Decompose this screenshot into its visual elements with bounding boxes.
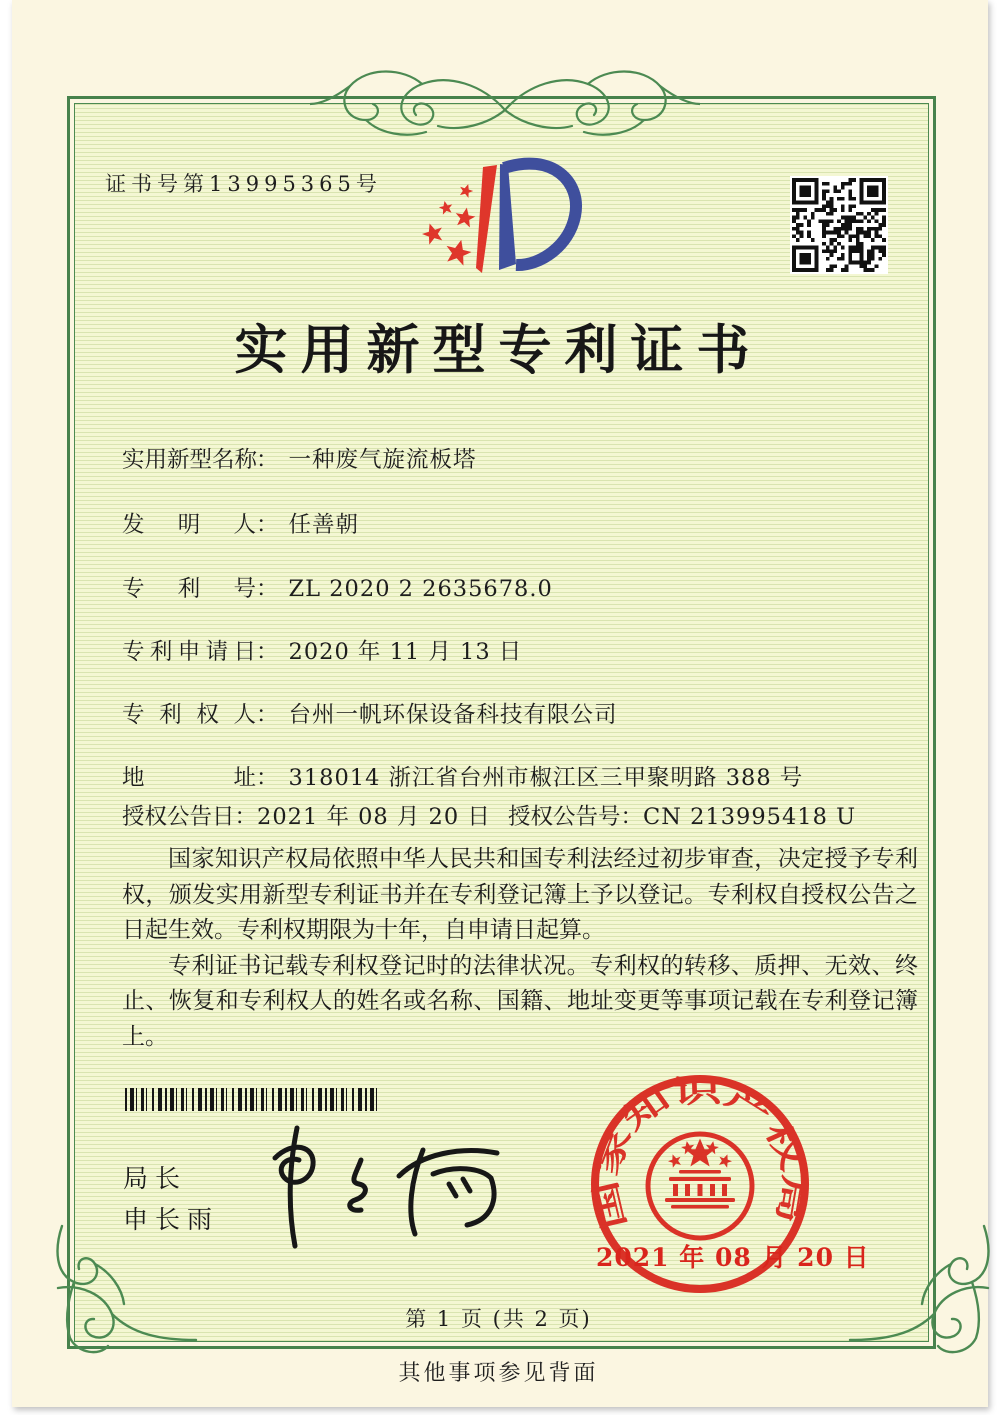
grant-no-label: 授权公告号 <box>508 804 621 830</box>
field-colon: ： <box>620 804 644 830</box>
grant-no-value: CN 213995418 U <box>643 804 857 830</box>
field-label: 发明人 <box>122 512 256 538</box>
legal-paragraph-2: 专利证书记载专利权登记时的法律状况。专利权的转移、质押、无效、终止、恢复和专利权人的姓名或名称、国籍、地址变更等事项记载在专利登记簿上。 <box>122 952 918 1050</box>
grant-date-pair <box>122 799 491 831</box>
field-colon: ： <box>256 639 279 665</box>
field-label: 专利申请日 <box>122 639 256 665</box>
field-value: 台州一帆环保设备科技有限公司 <box>288 702 618 728</box>
field-colon: ： <box>256 576 279 602</box>
field-colon: ： <box>234 804 258 830</box>
field-colon: ： <box>256 702 279 728</box>
commissioner-title: 局长 <box>123 1164 188 1193</box>
legal-paragraph-1: 国家知识产权局依照中华人民共和国专利法经过初步审查，决定授予专利权，颁发实用新型专利证书并在专利登记簿上予以登记。专利权自授权公告之日起生效。专利权期限为十年，自申请日起算。 <box>122 846 918 943</box>
field-row-filing-date <box>122 634 522 666</box>
legal-text-block <box>122 842 918 1055</box>
page-number: 第 1 页 (共 2 页) <box>405 1307 592 1331</box>
commissioner-name: 申长雨 <box>123 1205 220 1234</box>
national-emblem-icon <box>648 1134 752 1238</box>
grant-no-pair <box>508 799 856 831</box>
field-value: ZL 2020 2 2635678.0 <box>288 576 553 602</box>
back-side-note: 其他事项参见背面 <box>398 1361 599 1386</box>
field-row-inventor <box>122 507 359 539</box>
field-value: 任善朝 <box>288 512 360 538</box>
seal-date: 2021 年 08 月 20 日 <box>596 1243 870 1272</box>
barcode <box>125 1088 377 1111</box>
grant-date-value: 2021 年 08 月 20 日 <box>257 804 491 830</box>
field-value: 2020 年 11 月 13 日 <box>288 639 523 665</box>
field-value: 318014 浙江省台州市椒江区三甲聚明路 388 号 <box>288 765 804 791</box>
field-row-patent-no <box>122 571 553 603</box>
seal-circular-text: 国家知识产权局 <box>588 1073 813 1233</box>
commissioner-block <box>123 1158 219 1240</box>
field-label: 实用新型名称 <box>122 447 258 473</box>
qr-code <box>790 176 888 274</box>
field-row-name <box>122 442 477 474</box>
cnipa-logo-icon <box>420 152 620 294</box>
field-colon: ： <box>256 512 279 538</box>
grant-date-label: 授权公告日 <box>122 804 235 830</box>
commissioner-signature <box>257 1120 527 1255</box>
certificate-number: 证书号第13995365号 <box>105 172 382 196</box>
field-row-patentee <box>122 697 618 729</box>
certificate-title: 实用新型专利证书 <box>234 319 763 381</box>
field-label: 专利号 <box>122 576 256 602</box>
field-colon: ： <box>256 447 279 473</box>
field-colon: ： <box>256 765 279 791</box>
field-row-address <box>122 760 803 792</box>
field-label: 地址 <box>122 765 256 791</box>
field-label: 专利权人 <box>122 702 256 728</box>
certificate-paper <box>12 0 988 1407</box>
field-value: 一种废气旋流板塔 <box>288 447 477 473</box>
